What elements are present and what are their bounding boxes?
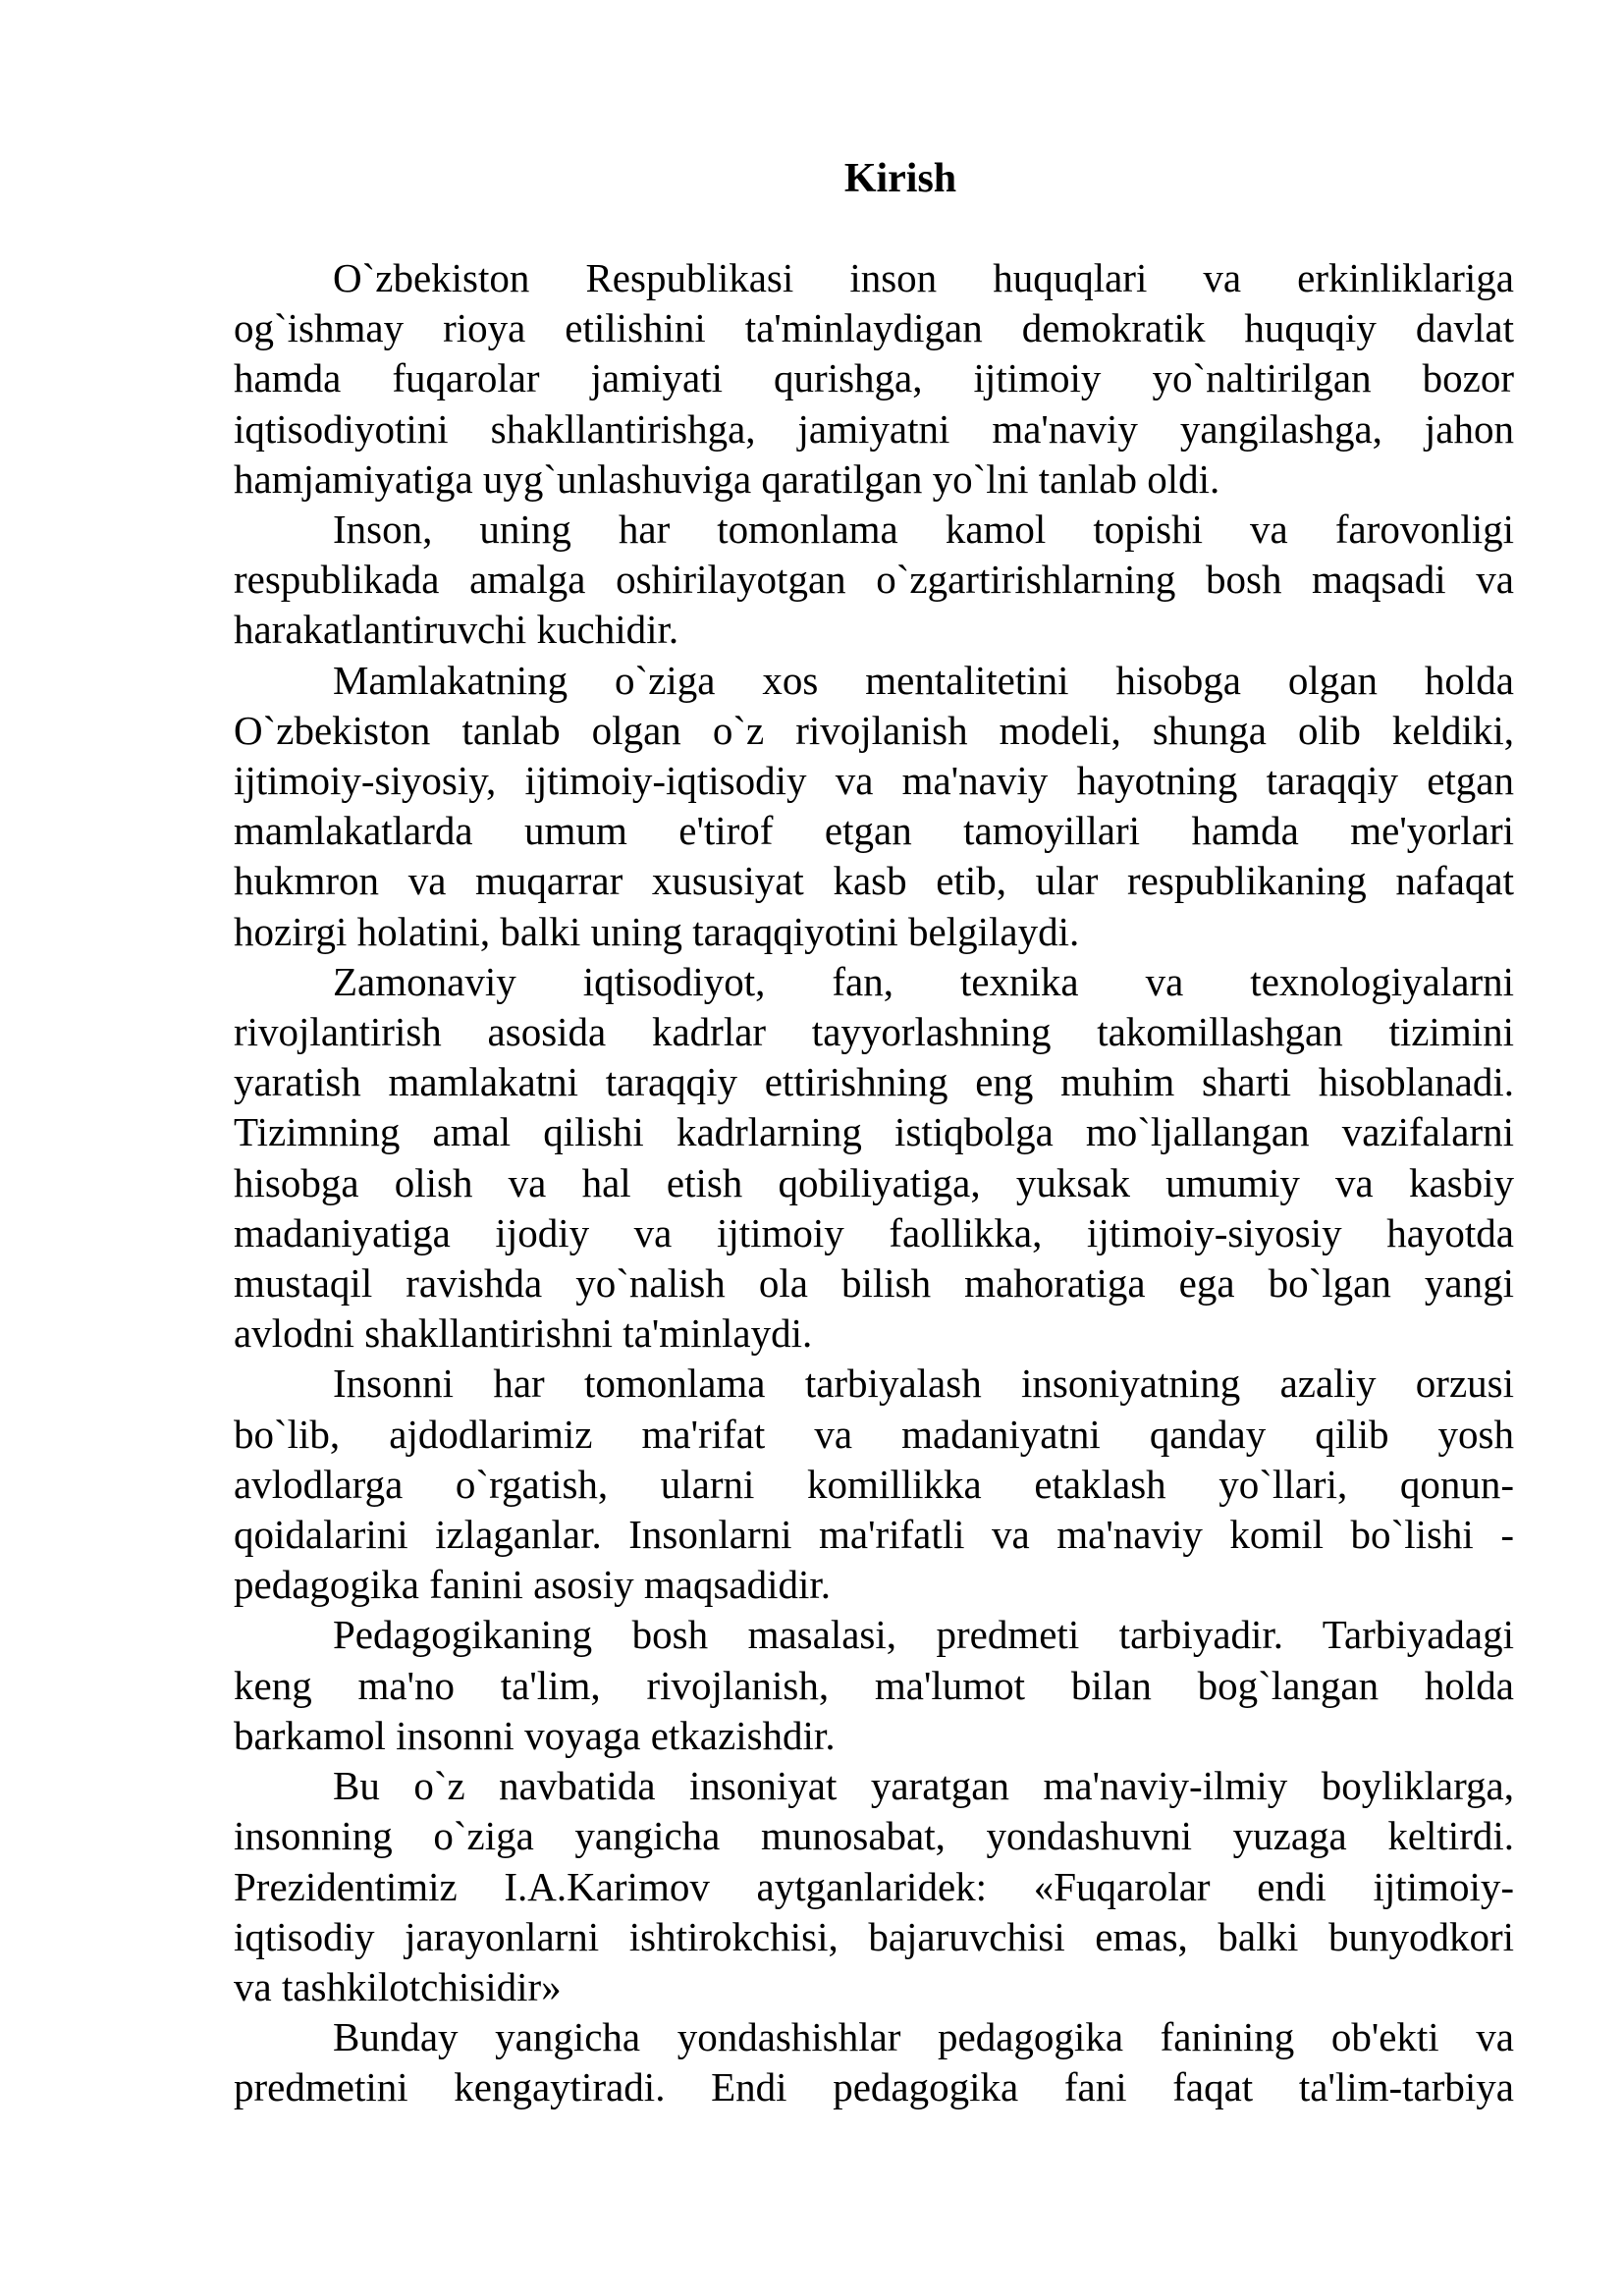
paragraph-line: Bu o`z navbatida insoniyat yaratgan ma'naviy-ilmiy boyliklarga, xyxy=(333,1763,1514,1809)
paragraph-line: Mamlakatning o`ziga xos mentalitetini hisobga olgan holda xyxy=(333,657,1514,703)
paragraph-line: pedagogika fanini asosiy maqsadidir. xyxy=(234,1562,832,1608)
paragraph xyxy=(234,505,1514,656)
paragraph-line: hozirgi holatini, balki uning taraqqiyotini belgilaydi. xyxy=(234,908,1080,954)
paragraph-line: hamjamiyatiga uyg`unlashuviga qaratilgan yo`lni tanlab oldi. xyxy=(234,455,1220,502)
paragraph-line: rivojlantirish asosida kadrlar tayyorlashning takomillashgan tizimini xyxy=(234,1009,1514,1055)
paragraph xyxy=(234,1761,1514,2012)
paragraph-line: Pedagogikaning bosh masalasi, predmeti tarbiyadir. Tarbiyadagi xyxy=(333,1612,1514,1658)
paragraph-line: qoidalarini izlaganlar. Insonlarni ma'rifatli va ma'naviy komil bo`lishi - xyxy=(234,1512,1514,1558)
paragraph-line: Inson, uning har tomonlama kamol topishi va farovonligi xyxy=(333,507,1514,553)
paragraph-line: yaratish mamlakatni taraqqiy ettirishning eng muhim sharti hisoblanadi. xyxy=(234,1059,1514,1105)
paragraph-line: O`zbekiston tanlab olgan o`z rivojlanish modeli, shunga olib keldiki, xyxy=(234,707,1514,753)
paragraph-line: insonning o`ziga yangicha munosabat, yondashuvni yuzaga keltirdi. xyxy=(234,1813,1514,1859)
paragraph xyxy=(234,656,1514,957)
paragraph-line: respublikada amalga oshirilayotgan o`zgartirishlarning bosh maqsadi va xyxy=(234,557,1514,603)
paragraph-line: predmetini kengaytiradi. Endi pedagogika fani faqat ta'lim-tarbiya xyxy=(234,2064,1514,2110)
paragraph-line: Insonni har tomonlama tarbiyalash insoniyatning azaliy orzusi xyxy=(333,1361,1514,1407)
paragraph-line: bo`lib, ajdodlarimiz ma'rifat va madaniyatni qanday qilib yosh xyxy=(234,1411,1514,1457)
paragraph-line: mamlakatlarda umum e'tirof etgan tamoyillari hamda me'yorlari xyxy=(234,808,1514,854)
paragraph-line: iqtisodiy jarayonlarni ishtirokchisi, bajaruvchisi emas, balki bunyodkori xyxy=(234,1913,1514,1959)
paragraph-line: ijtimoiy-siyosiy, ijtimoiy-iqtisodiy va ma'naviy hayotning taraqqiy etgan xyxy=(234,758,1514,804)
paragraph xyxy=(234,1359,1514,1610)
page-title: Kirish xyxy=(843,156,957,201)
paragraph-line: avlodni shakllantirishni ta'minlaydi. xyxy=(234,1310,813,1357)
paragraph xyxy=(234,253,1514,505)
paragraph xyxy=(234,1610,1514,1761)
paragraph-line: Tizimning amal qilishi kadrlarning istiqbolga mo`ljallangan vazifalarni xyxy=(234,1109,1514,1155)
paragraph-line: O`zbekiston Respublikasi inson huquqlari va erkinliklariga xyxy=(333,255,1514,300)
paragraph-line: og`ishmay rioya etilishini ta'minlaydigan demokratik huquqiy davlat xyxy=(234,305,1514,351)
document-body xyxy=(234,253,1514,2113)
paragraph-line: madaniyatiga ijodiy va ijtimoiy faollikka, ijtimoiy-siyosiy hayotda xyxy=(234,1209,1514,1255)
paragraph-line: va tashkilotchisidir» xyxy=(234,1963,562,2009)
paragraph-line: hamda fuqarolar jamiyati qurishga, ijtimoiy yo`naltirilgan bozor xyxy=(234,355,1514,401)
paragraph-line: mustaqil ravishda yo`nalish ola bilish mahoratiga ega bo`lgan yangi xyxy=(234,1260,1514,1307)
paragraph-line: Bunday yangicha yondashishlar pedagogika fanining ob'ekti va xyxy=(333,2014,1514,2060)
paragraph-line: barkamol insonni voyaga etkazishdir. xyxy=(234,1712,836,1758)
paragraph xyxy=(234,2012,1514,2112)
paragraph-line: Zamonaviy iqtisodiyot, fan, texnika va texnologiyalarni xyxy=(333,958,1514,1004)
paragraph xyxy=(234,957,1514,1360)
paragraph-line: hukmron va muqarrar xususiyat kasb etib, ular respublikaning nafaqat xyxy=(234,858,1514,904)
paragraph-line: Prezidentimiz I.A.Karimov aytganlaridek: «Fuqarolar endi ijtimoiy- xyxy=(234,1863,1514,1909)
paragraph-line: hisobga olish va hal etish qobiliyatiga, yuksak umumiy va kasbiy xyxy=(234,1159,1514,1205)
paragraph-line: harakatlantiruvchi kuchidir. xyxy=(234,607,679,653)
paragraph-line: avlodlarga o`rgatish, ularni komillikka etaklash yo`llari, qonun- xyxy=(234,1461,1514,1507)
paragraph-line: iqtisodiyotini shakllantirishga, jamiyatni ma'naviy yangilashga, jahon xyxy=(234,405,1514,452)
paragraph-line: keng ma'no ta'lim, rivojlanish, ma'lumot bilan bog`langan holda xyxy=(234,1662,1514,1708)
